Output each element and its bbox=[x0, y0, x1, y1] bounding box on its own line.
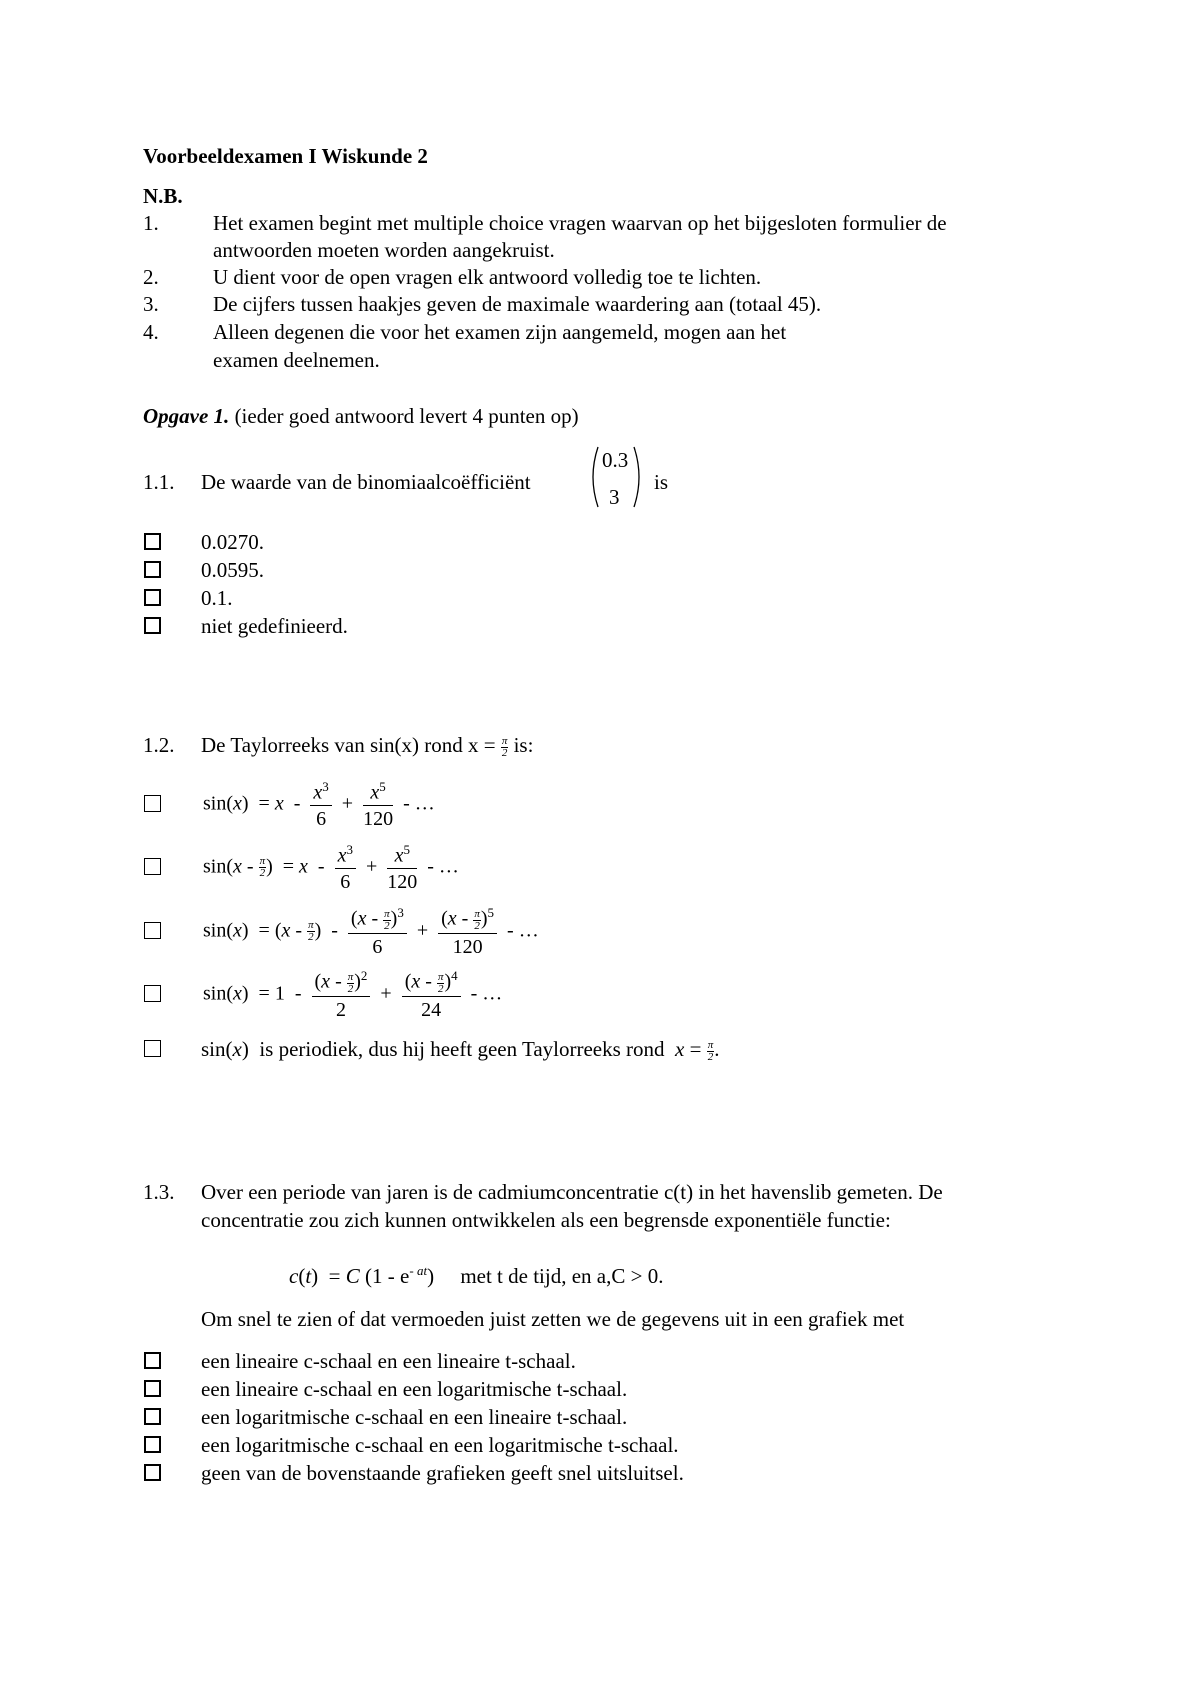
binom-top: 0.3 bbox=[602, 448, 629, 472]
page-title: Voorbeeldexamen I Wiskunde 2 bbox=[143, 144, 428, 168]
opgave-heading bbox=[143, 404, 579, 429]
q12-suffix: is: bbox=[513, 733, 534, 757]
nb-item-4-num: 4. bbox=[143, 320, 159, 344]
q11-text: De waarde van de binomiaalcoëfficiënt bbox=[201, 470, 531, 494]
q12-option-4-checkbox[interactable] bbox=[144, 985, 161, 1002]
nb-item-4-text: Alleen degenen die voor het examen zijn aangemeld, mogen aan het bbox=[213, 320, 787, 344]
q13-option-3-checkbox[interactable] bbox=[144, 1408, 161, 1425]
q13-option-2-checkbox[interactable] bbox=[144, 1380, 161, 1397]
q12-option-2-formula: sin(x - $\frac{\pi}{2}$ ) = x - $\frac{x^3}{6}$ + $\frac{x^5}{120}$ - … bbox=[203, 842, 459, 893]
q12-option-5-text: sin(x) is periodiek, dus hij heeft geen Taylorreeks rond x = $\frac{\pi}{2}$ . bbox=[201, 1037, 720, 1063]
q11-option-1-checkbox[interactable] bbox=[144, 533, 161, 550]
q13-option-1-checkbox[interactable] bbox=[144, 1352, 161, 1369]
q12-option-3-formula: sin(x) = (x - $\frac{\pi}{2}$ ) - (x - $\frac{\pi}{2}$ )$^3$ 6 + (x - $\frac{\pi}{2}$ )$^5$ 120 - … bbox=[203, 905, 539, 958]
q12-option-5-checkbox[interactable] bbox=[144, 1040, 161, 1057]
q12-option-3-checkbox[interactable] bbox=[144, 922, 161, 939]
q13-intro: Om snel te zien of dat vermoeden juist zetten we de gegevens uit in een grafiek met bbox=[201, 1307, 905, 1331]
q13-line1: Over een periode van jaren is de cadmiumconcentratie c(t) in het havenslib gemeten. De bbox=[201, 1180, 943, 1204]
nb-item-2-num: 2. bbox=[143, 265, 159, 289]
q13-option-4-checkbox[interactable] bbox=[144, 1436, 161, 1453]
q13-option-5-checkbox[interactable] bbox=[144, 1464, 161, 1481]
q11-option-2-label: 0.0595. bbox=[201, 558, 264, 582]
q13-option-3-label: een logaritmische c-schaal en een lineaire t-schaal. bbox=[201, 1405, 628, 1429]
q12-option-4-formula: sin(x) = 1 - (x - $\frac{\pi}{2}$ )$^2$ 2 + (x - $\frac{\pi}{2}$ )$^4$ 24 - … bbox=[203, 968, 503, 1021]
q12-text bbox=[201, 733, 533, 759]
q13-option-2-label: een lineaire c-schaal en een logaritmische t-schaal. bbox=[201, 1377, 628, 1401]
q13-number: 1.3. bbox=[143, 1180, 175, 1204]
q11-option-3-checkbox[interactable] bbox=[144, 589, 161, 606]
q12-option-5-label: is periodiek, dus hij heeft geen Taylorreeks rond bbox=[259, 1037, 665, 1061]
q13-line2: concentratie zou zich kunnen ontwikkelen als een begrensde exponentiële functie: bbox=[201, 1208, 891, 1232]
nb-item-3-num: 3. bbox=[143, 292, 159, 316]
q12-number: 1.2. bbox=[143, 733, 175, 757]
q11-number: 1.1. bbox=[143, 470, 175, 494]
q13-formula: c(t) = C $(1 - e^{- at})$ met t de tijd, en a,C > 0. bbox=[289, 1263, 664, 1288]
opgave-note: (ieder goed antwoord levert 4 punten op) bbox=[234, 404, 579, 428]
q13-option-4-label: een logaritmische c-schaal en een logaritmische t-schaal. bbox=[201, 1433, 679, 1457]
q11-option-3-label: 0.1. bbox=[201, 586, 233, 610]
nb-item-3-text: De cijfers tussen haakjes geven de maximale waardering aan (totaal 45). bbox=[213, 292, 822, 316]
q11-suffix: is bbox=[654, 470, 669, 494]
nb-item-4-text-cont: examen deelnemen. bbox=[213, 348, 380, 372]
q13-option-5-label: geen van de bovenstaande grafieken geeft snel uitsluitsel. bbox=[201, 1461, 684, 1485]
q12-text-label: De Taylorreeks van sin(x) rond x = bbox=[201, 733, 496, 757]
q13-option-1-label: een lineaire c-schaal en een lineaire t-schaal. bbox=[201, 1349, 576, 1373]
binom-bottom: 3 bbox=[609, 485, 620, 509]
nb-item-2-text: U dient voor de open vragen elk antwoord volledig toe te lichten. bbox=[213, 265, 762, 289]
opgave-label: Opgave 1. bbox=[143, 404, 230, 428]
q11-option-2-checkbox[interactable] bbox=[144, 561, 161, 578]
nb-item-1-text: Het examen begint met multiple choice vragen waarvan op het bijgesloten formulier de bbox=[213, 211, 947, 235]
q12-option-2-checkbox[interactable] bbox=[144, 858, 161, 875]
left-paren bbox=[593, 447, 598, 507]
q11-option-4-checkbox[interactable] bbox=[144, 617, 161, 634]
q12-option-1-formula: sin(x) = x - $\frac{x^3}{6}$ + $\frac{x^5}{120}$ - … bbox=[203, 779, 435, 830]
q11-option-1-label: 0.0270. bbox=[201, 530, 264, 554]
pi-over-2: $\frac{\pi}{2}$ bbox=[501, 734, 508, 759]
nb-label: N.B. bbox=[143, 184, 183, 208]
q12-option-1-checkbox[interactable] bbox=[144, 795, 161, 812]
nb-item-1-num: 1. bbox=[143, 211, 159, 235]
q13-formula-note: met t de tijd, en a,C > 0. bbox=[460, 1264, 664, 1288]
right-paren bbox=[634, 447, 639, 507]
q11-option-4-label: niet gedefinieerd. bbox=[201, 614, 348, 638]
nb-item-1-text-cont: antwoorden moeten worden aangekruist. bbox=[213, 238, 555, 262]
